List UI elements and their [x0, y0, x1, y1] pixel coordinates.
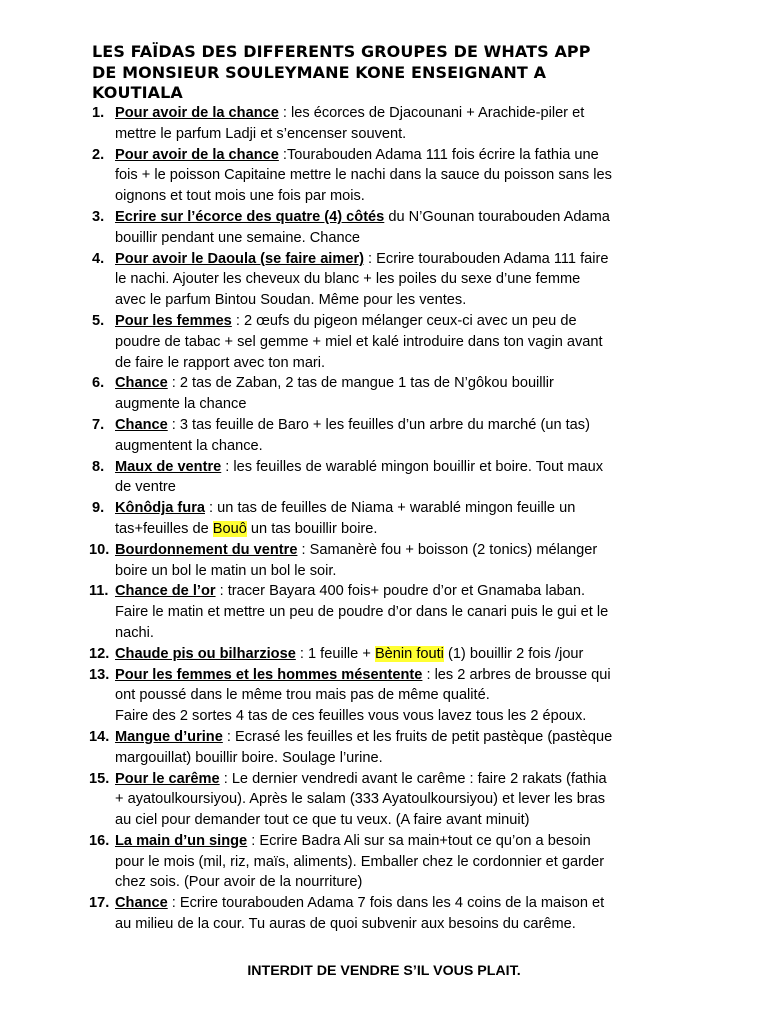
item-text-line — [115, 269, 685, 290]
item-number: 2. — [92, 146, 105, 163]
item-heading: Chaude pis ou bilharziose — [115, 645, 296, 662]
item-heading: Ecrire sur l’écorce des quatre (4) côtés — [115, 208, 385, 225]
item-text: mettre le parfum Ladji et s’encenser souvent. — [115, 125, 407, 142]
item-heading: Pour les femmes et les hommes mésentente — [115, 666, 423, 683]
list-item — [0, 249, 685, 311]
item-text-line — [115, 332, 685, 353]
item-text-line — [115, 373, 685, 394]
item-heading: Pour avoir de la chance — [115, 146, 279, 163]
item-text: chez sois. (Pour avoir de la nourriture) — [115, 874, 363, 891]
item-number: 9. — [92, 500, 105, 517]
item-text-line — [115, 727, 685, 748]
item-text: : les écorces de Djacounani + Arachide-piler et — [278, 105, 585, 121]
item-heading: Pour le carême — [115, 770, 220, 787]
item-number: 1. — [92, 105, 105, 121]
item-text-line — [115, 685, 685, 706]
footer-notice: INTERDIT DE VENDRE S’IL VOUS PLAIT. — [247, 963, 521, 979]
item-heading: Bourdonnement du ventre — [115, 541, 298, 558]
list-item — [0, 498, 685, 540]
item-heading: Chance — [115, 895, 168, 912]
item-number: 8. — [92, 458, 105, 475]
item-number: 16. — [89, 832, 110, 849]
item-text: boire un bol le matin un bol le soir. — [115, 562, 337, 579]
item-text-line — [115, 644, 685, 665]
list-item — [0, 769, 685, 831]
title-line: DE MONSIEUR SOULEYMANE KONE ENSEIGNANT A — [92, 62, 547, 82]
item-number: 17. — [89, 895, 110, 912]
item-heading: Pour avoir le Daoula (se faire aimer) — [115, 250, 364, 267]
item-number: 6. — [92, 375, 105, 392]
item-text-line — [115, 228, 685, 249]
item-text-line — [115, 665, 685, 686]
item-text: du N’Gounan tourabouden Adama — [384, 208, 610, 225]
list-item — [0, 581, 685, 643]
item-text: pour le mois (mil, riz, maïs, aliments). Emballer chez le cordonnier et garder — [115, 853, 605, 870]
item-text: avec le parfum Bintou Soudan. Même pour les ventes. — [115, 292, 467, 309]
item-heading: Chance de l’or — [115, 583, 216, 600]
item-heading: Maux de ventre — [115, 458, 222, 475]
item-text-line — [115, 457, 685, 478]
item-text: : tracer Bayara 400 fois+ poudre d’or et Gnamaba laban. — [215, 583, 586, 600]
title-line: LES FAÏDAS DES DIFFERENTS GROUPES DE WHATS APP — [92, 42, 591, 61]
item-text-line — [115, 103, 685, 124]
list-item — [0, 207, 685, 249]
item-number: 4. — [92, 250, 105, 267]
item-text: oignons et tout mois une fois par mois. — [115, 188, 365, 205]
item-text-line — [115, 872, 685, 893]
item-heading: Pour les femmes — [115, 312, 232, 329]
item-number: 12. — [89, 645, 110, 662]
item-text-line — [115, 893, 685, 914]
item-text: augmente la chance — [115, 396, 247, 413]
item-text-line — [115, 852, 685, 873]
item-text: : Ecrire tourabouden Adama 7 fois dans les 4 coins de la maison et — [167, 895, 605, 912]
item-text: tas+feuilles de — [115, 520, 213, 537]
item-heading: Chance — [115, 375, 168, 392]
item-text: de faire le rapport avec ton mari. — [115, 354, 326, 371]
item-text-line — [115, 415, 685, 436]
item-text: : Ecrire Badra Ali sur sa main+tout ce qu’on a besoin — [247, 832, 591, 849]
item-text: le nachi. Ajouter les cheveux du blanc + les poiles du sexe d’une femme — [115, 271, 581, 288]
item-number: 13. — [89, 666, 110, 683]
item-heading: Mangue d’urine — [115, 728, 223, 745]
item-text: :Tourabouden Adama 111 fois écrire la fathia une — [278, 146, 599, 163]
list-item — [0, 727, 685, 769]
list-item — [0, 373, 685, 415]
list-item — [0, 103, 685, 145]
item-text-line — [115, 581, 685, 602]
item-number: 3. — [92, 208, 105, 225]
item-text: un tas bouillir boire. — [246, 520, 378, 537]
item-text-line — [115, 789, 685, 810]
item-text-line — [115, 623, 685, 644]
item-text: au ciel pour demander tout ce que tu veux. (A faire avant minuit) — [115, 812, 530, 829]
item-text: : les 2 arbres de brousse qui — [422, 666, 611, 683]
item-heading: Pour avoir de la chance — [115, 105, 279, 121]
highlighted-text: Bènin fouti — [374, 645, 444, 662]
item-text-line — [115, 602, 685, 623]
item-text-line — [115, 353, 685, 374]
item-text: : les feuilles de warablé mingon bouillir et boire. Tout maux — [221, 458, 604, 475]
item-number: 15. — [89, 770, 110, 787]
item-text: au milieu de la cour. Tu auras de quoi subvenir aux besoins du carême. — [115, 916, 576, 933]
title-line: KOUTIALA — [92, 83, 183, 102]
list-item — [0, 540, 685, 582]
item-text: : 1 feuille + — [295, 645, 375, 662]
list-item — [0, 311, 685, 373]
remedy-list — [0, 103, 768, 935]
list-item — [0, 457, 685, 499]
item-number: 7. — [92, 416, 105, 433]
item-heading: Kônôdja fura — [115, 500, 205, 517]
item-heading: Chance — [115, 416, 168, 433]
list-item — [0, 893, 685, 935]
item-text-line — [115, 186, 685, 207]
item-text: : 2 œufs du pigeon mélanger ceux-ci avec un peu de — [231, 312, 577, 329]
item-text-line — [115, 145, 685, 166]
item-text: augmentent la chance. — [115, 437, 263, 454]
item-text-line — [115, 436, 685, 457]
item-text-line — [115, 519, 685, 540]
item-text: (1) bouillir 2 fois /jour — [443, 645, 584, 662]
item-text-line — [115, 394, 685, 415]
list-item — [0, 831, 685, 893]
item-text-line — [115, 561, 685, 582]
list-item — [0, 665, 685, 727]
list-item — [0, 145, 685, 207]
list-item — [0, 415, 685, 457]
item-text-line — [115, 748, 685, 769]
item-text: : Ecrasé les feuilles et les fruits de petit pastèque (pastèque — [222, 728, 613, 745]
item-text-line — [115, 124, 685, 145]
item-text: margouillat) bouillir boire. Soulage l’urine. — [115, 749, 383, 766]
item-text-line — [115, 810, 685, 831]
item-text-line — [115, 477, 685, 498]
item-text-line — [115, 207, 685, 228]
item-text: : un tas de feuilles de Niama + warablé mingon feuille un — [205, 500, 576, 517]
item-text: Faire le matin et mettre un peu de poudre d’or dans le canari puis le gui et le — [115, 604, 609, 621]
item-text-line — [115, 249, 685, 270]
item-text: ont poussé dans le même trou mais pas de même qualité. — [115, 687, 490, 704]
item-text: fois + le poisson Capitaine mettre le nachi dans la sauce du poisson sans les — [115, 167, 612, 184]
item-number: 5. — [92, 312, 105, 329]
item-text: : 3 tas feuille de Baro + les feuilles d’un arbre du marché (un tas) — [167, 416, 590, 433]
item-text-line — [115, 769, 685, 790]
item-text-line — [115, 540, 685, 561]
item-number: 14. — [89, 728, 110, 745]
list-item — [0, 644, 685, 665]
item-text: : Samanèrè fou + boisson (2 tonics) mélanger — [297, 541, 598, 558]
highlighted-text: Bouô — [212, 520, 247, 537]
item-text: Faire des 2 sortes 4 tas de ces feuilles vous vous lavez tous les 2 époux. — [115, 708, 587, 725]
item-text: : 2 tas de Zaban, 2 tas de mangue 1 tas de N’gôkou bouillir — [167, 375, 554, 392]
item-text-line — [115, 165, 685, 186]
item-text-line — [115, 831, 685, 852]
item-text: + ayatoulkoursiyou). Après le salam (333 Ayatoulkoursiyou) et lever les bras — [115, 791, 606, 808]
item-text-line — [115, 290, 685, 311]
item-text: : Le dernier vendredi avant le carême : faire 2 rakats (fathia — [219, 770, 607, 787]
item-heading: La main d’un singe — [115, 832, 248, 849]
item-text: : Ecrire tourabouden Adama 111 faire — [364, 250, 609, 267]
item-text-line — [115, 498, 685, 519]
item-number: 11. — [89, 583, 109, 600]
item-text: poudre de tabac + sel gemme + miel et kalé introduire dans ton vagin avant — [115, 333, 603, 350]
item-text: nachi. — [115, 624, 154, 641]
document-title — [92, 42, 702, 104]
item-number: 10. — [89, 541, 110, 558]
item-text-line — [115, 914, 685, 935]
item-text: de ventre — [115, 479, 176, 496]
item-text-line — [115, 706, 685, 727]
item-text-line — [115, 311, 685, 332]
item-text: bouillir pendant une semaine. Chance — [115, 229, 361, 246]
